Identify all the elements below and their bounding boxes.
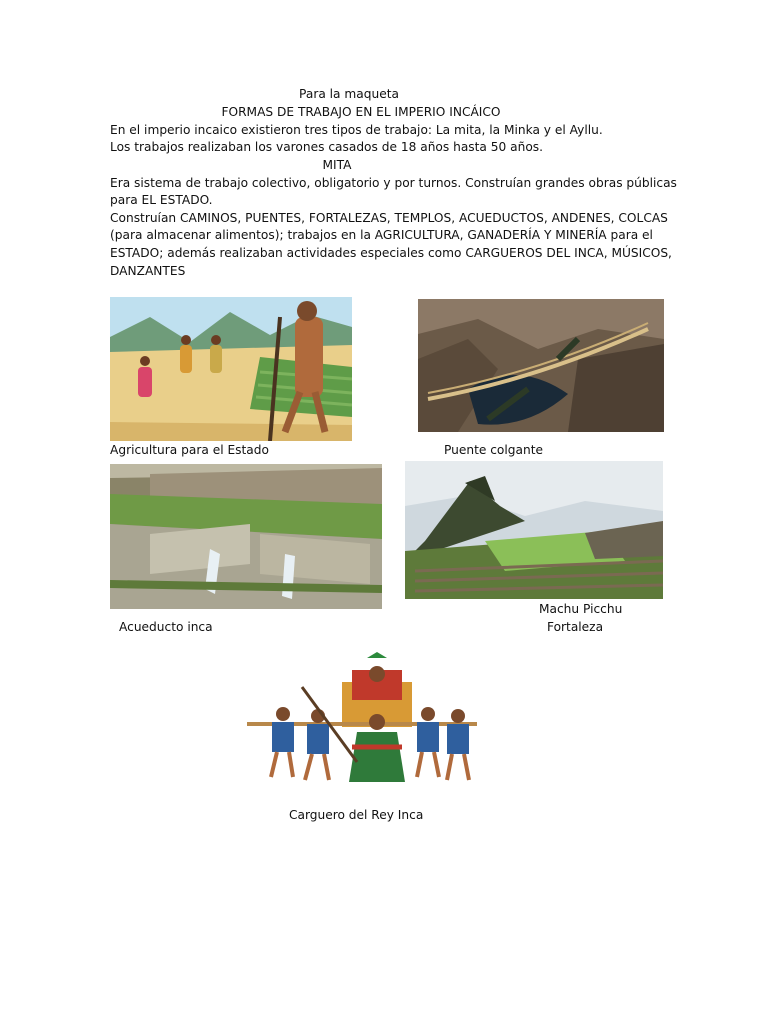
bridge-image: [418, 299, 664, 432]
body-line-2: para EL ESTADO.: [110, 193, 213, 207]
agriculture-image: [110, 297, 352, 441]
body-line-1: Era sistema de trabajo colectivo, obligatorio y por turnos. Construían grandes obras públicas: [110, 176, 677, 190]
intro-line-1: En el imperio incaico existieron tres tipos de trabajo: La mita, la Minka y el Ayllu.: [110, 123, 603, 137]
body-line-4: (para almacenar alimentos); trabajos en la AGRICULTURA, GANADERÍA Y MINERÍA para el: [110, 228, 653, 242]
body-line-3: Construían CAMINOS, PUENTES, FORTALEZAS, TEMPLOS, ACUEDUCTOS, ANDENES, COLCAS: [110, 211, 668, 225]
caption-aqueduct: Acueducto inca: [119, 620, 213, 634]
caption-fortress: Fortaleza: [547, 620, 604, 634]
document-title: FORMAS DE TRABAJO EN EL IMPERIO INCÁICO: [221, 105, 501, 119]
aqueduct-image: [110, 464, 382, 609]
document-subtitle: Para la maqueta: [299, 87, 399, 101]
caption-machu-picchu: Machu Picchu: [539, 602, 623, 616]
caption-agriculture: Agricultura para el Estado: [110, 443, 269, 457]
body-line-6: DANZANTES: [110, 264, 186, 278]
body-line-5: ESTADO; además realizaban actividades especiales como CARGUEROS DEL INCA, MÚSICOS,: [110, 246, 672, 260]
machu-picchu-image: [405, 461, 663, 599]
intro-line-2: Los trabajos realizaban los varones casados de 18 años hasta 50 años.: [110, 140, 544, 154]
caption-bridge: Puente colgante: [444, 443, 543, 457]
section-heading-mita: MITA: [322, 158, 352, 172]
caption-carrier: Carguero del Rey Inca: [289, 808, 424, 822]
inca-carrier-image: [247, 652, 477, 790]
